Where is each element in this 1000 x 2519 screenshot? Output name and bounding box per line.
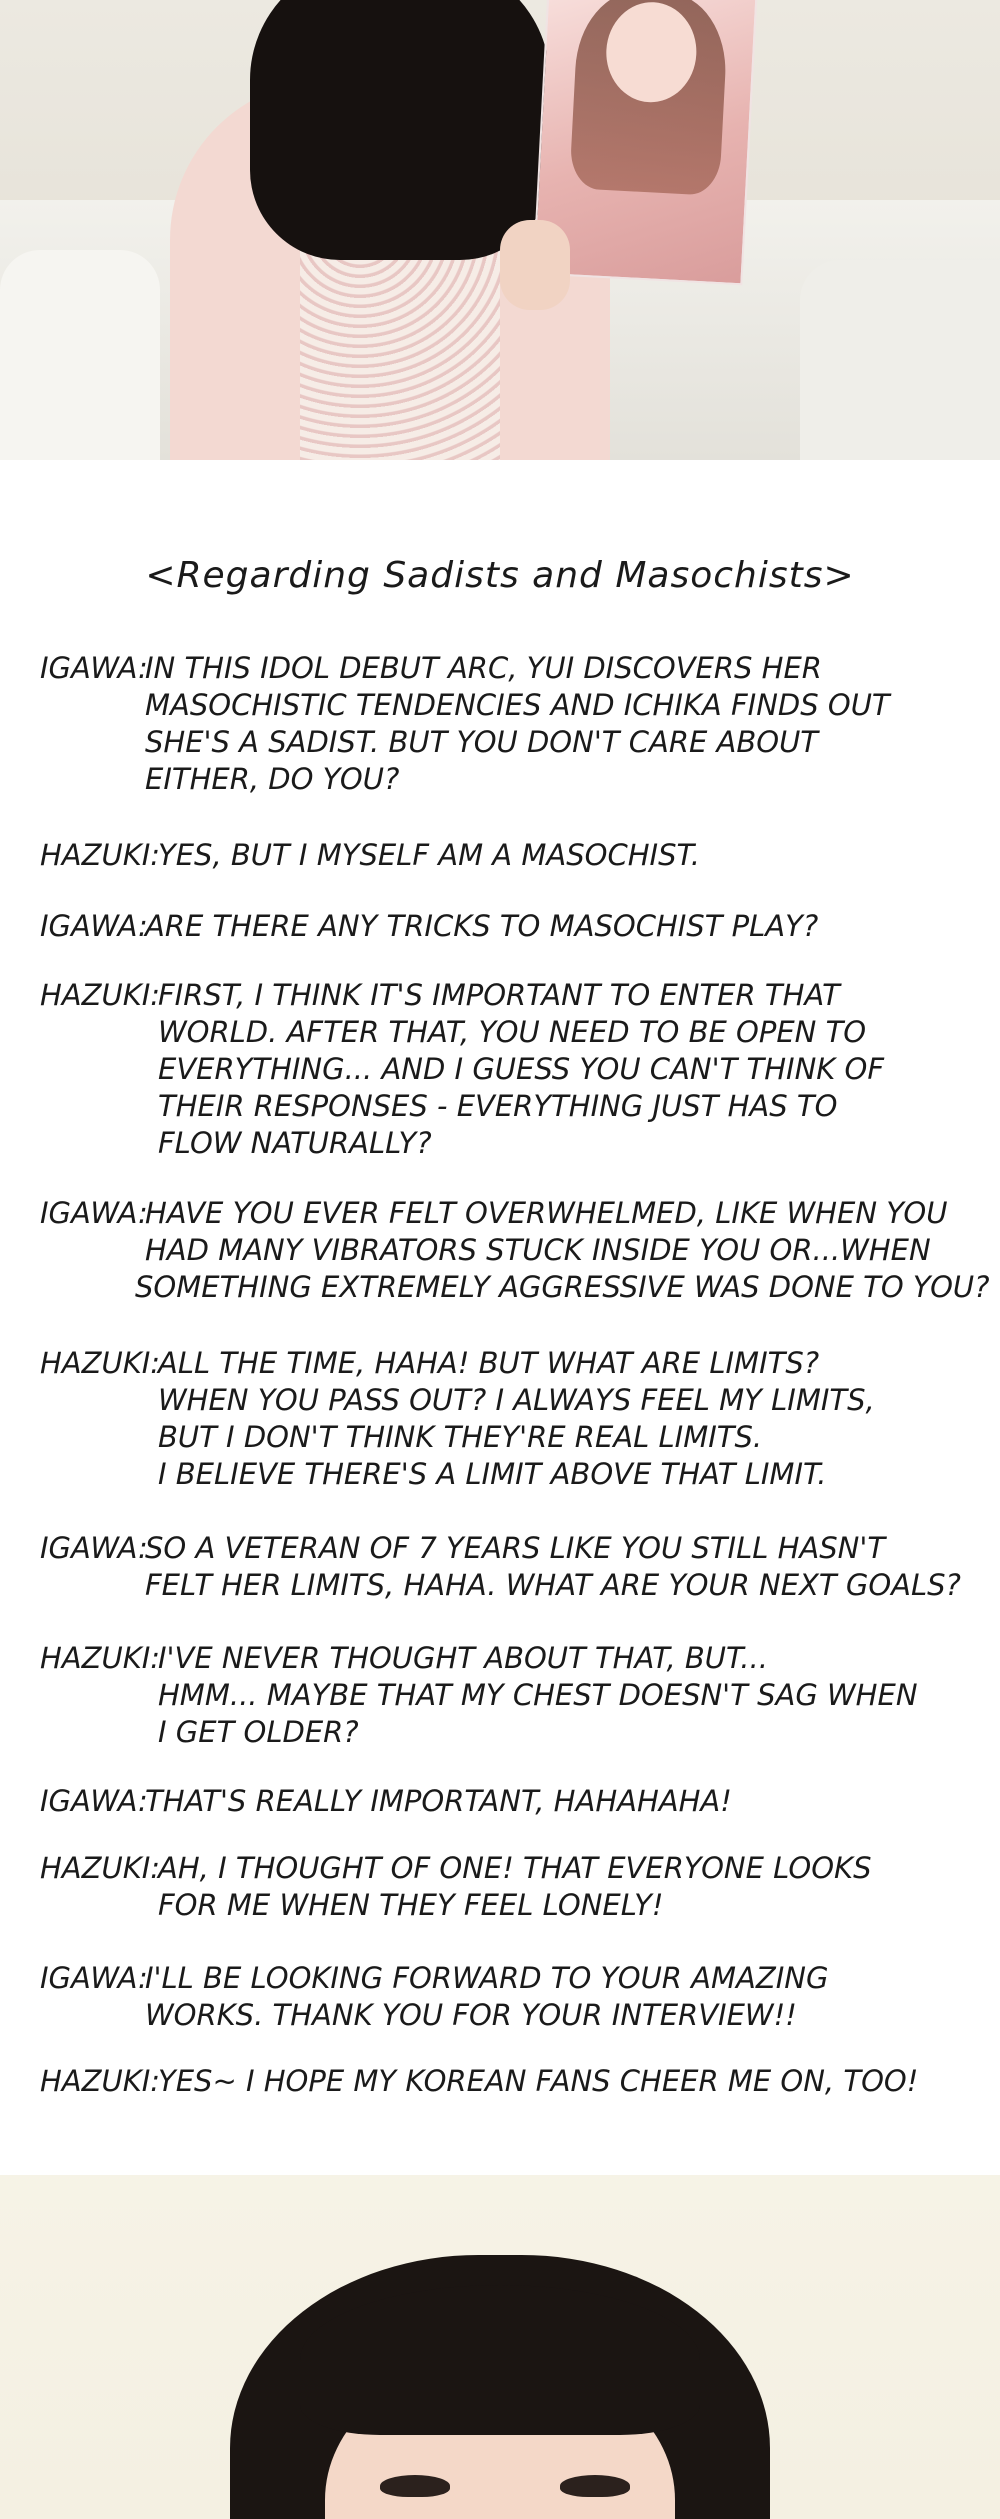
dialogue-line (40, 1530, 961, 1602)
speaker-label: HAZUKI: (40, 1346, 161, 1380)
dialogue-line (40, 1640, 918, 1749)
speaker-label: IGAWA: (40, 1531, 148, 1565)
dialogue-text: SOMETHING EXTREMELY AGGRESSIVE WAS DONE TO YOU? (135, 1270, 990, 1304)
dialogue-line (40, 1195, 990, 1304)
dialogue-text: ALL THE TIME, HAHA! BUT WHAT ARE LIMITS? (158, 1346, 820, 1380)
dialogue-line (40, 2063, 919, 2100)
dialogue-text: HMM... MAYBE THAT MY CHEST DOESN'T SAG WHEN (158, 1678, 918, 1712)
speaker-label: IGAWA: (40, 651, 148, 685)
dialogue-text: FIRST, I THINK IT'S IMPORTANT TO ENTER THAT (158, 978, 840, 1012)
dialogue-text: YES, BUT I MYSELF AM A MASOCHIST. (158, 838, 700, 872)
dialogue-text: I BELIEVE THERE'S A LIMIT ABOVE THAT LIMIT. (158, 1457, 827, 1491)
dialogue-line (40, 1850, 872, 1922)
dialogue-text: I'LL BE LOOKING FORWARD TO YOUR AMAZING (145, 1961, 829, 1995)
dialogue-text: AH, I THOUGHT OF ONE! THAT EVERYONE LOOKS (158, 1851, 872, 1885)
speaker-label: HAZUKI: (40, 1851, 161, 1885)
sofa-arm-left (0, 250, 160, 460)
dialogue-text: ARE THERE ANY TRICKS TO MASOCHIST PLAY? (145, 909, 819, 943)
dialogue-text: WORLD. AFTER THAT, YOU NEED TO BE OPEN TO (158, 1015, 867, 1049)
dialogue-line (40, 1783, 732, 1820)
dialogue-line (40, 908, 819, 945)
dialogue-text: EVERYTHING... AND I GUESS YOU CAN'T THINK OF (158, 1052, 885, 1086)
bangs (300, 2285, 700, 2435)
speaker-label: IGAWA: (40, 1961, 148, 1995)
left-eye (380, 2475, 450, 2497)
dialogue-text: I'VE NEVER THOUGHT ABOUT THAT, BUT... (158, 1641, 768, 1675)
dialogue-text: SO A VETERAN OF 7 YEARS LIKE YOU STILL HASN'T (145, 1531, 886, 1565)
dialogue-text: SHE'S A SADIST. BUT YOU DON'T CARE ABOUT (145, 725, 819, 759)
dialogue-text: WHEN YOU PASS OUT? I ALWAYS FEEL MY LIMITS, (158, 1383, 875, 1417)
dialogue-line (40, 1960, 829, 2032)
dialogue-text: FOR ME WHEN THEY FEEL LONELY! (158, 1888, 664, 1922)
dialogue-line (40, 650, 890, 796)
speaker-label: IGAWA: (40, 1784, 148, 1818)
dialogue-text: HAVE YOU EVER FELT OVERWHELMED, LIKE WHEN YOU (145, 1196, 948, 1230)
bottom-photo (0, 2175, 1000, 2519)
dialogue-text: THEIR RESPONSES - EVERYTHING JUST HAS TO (158, 1089, 838, 1123)
speaker-label: IGAWA: (40, 909, 148, 943)
dialogue-text: WORKS. THANK YOU FOR YOUR INTERVIEW!! (145, 1998, 797, 2032)
speaker-label: IGAWA: (40, 1196, 148, 1230)
dialogue-line (40, 1345, 875, 1491)
dialogue-text: HAD MANY VIBRATORS STUCK INSIDE YOU OR...WHEN (145, 1233, 931, 1267)
dialogue-text: FELT HER LIMITS, HAHA. WHAT ARE YOUR NEXT GOALS? (145, 1568, 961, 1602)
top-photo (0, 0, 1000, 460)
hand (500, 220, 570, 310)
hair (250, 0, 550, 260)
dialogue-line (40, 977, 885, 1160)
dialogue-line (40, 837, 700, 874)
dialogue-text: THAT'S REALLY IMPORTANT, HAHAHAHA! (145, 1784, 732, 1818)
speaker-label: HAZUKI: (40, 1641, 161, 1675)
section-title: <Regarding Sadists and Masochists> (145, 555, 855, 596)
speaker-label: HAZUKI: (40, 838, 161, 872)
speaker-label: HAZUKI: (40, 2064, 161, 2098)
dialogue-text: I GET OLDER? (158, 1715, 359, 1749)
dialogue-text: FLOW NATURALLY? (158, 1126, 432, 1160)
speaker-label: HAZUKI: (40, 978, 161, 1012)
dialogue-text: IN THIS IDOL DEBUT ARC, YUI DISCOVERS HER (145, 651, 822, 685)
dialogue-text: EITHER, DO YOU? (145, 762, 400, 796)
dialogue-text: MASOCHISTIC TENDENCIES AND ICHIKA FINDS OUT (145, 688, 890, 722)
dialogue-text: YES~ I HOPE MY KOREAN FANS CHEER ME ON, TOO! (158, 2064, 919, 2098)
right-eye (560, 2475, 630, 2497)
dialogue-text: BUT I DON'T THINK THEY'RE REAL LIMITS. (158, 1420, 763, 1454)
sofa-arm-right (800, 260, 1000, 460)
